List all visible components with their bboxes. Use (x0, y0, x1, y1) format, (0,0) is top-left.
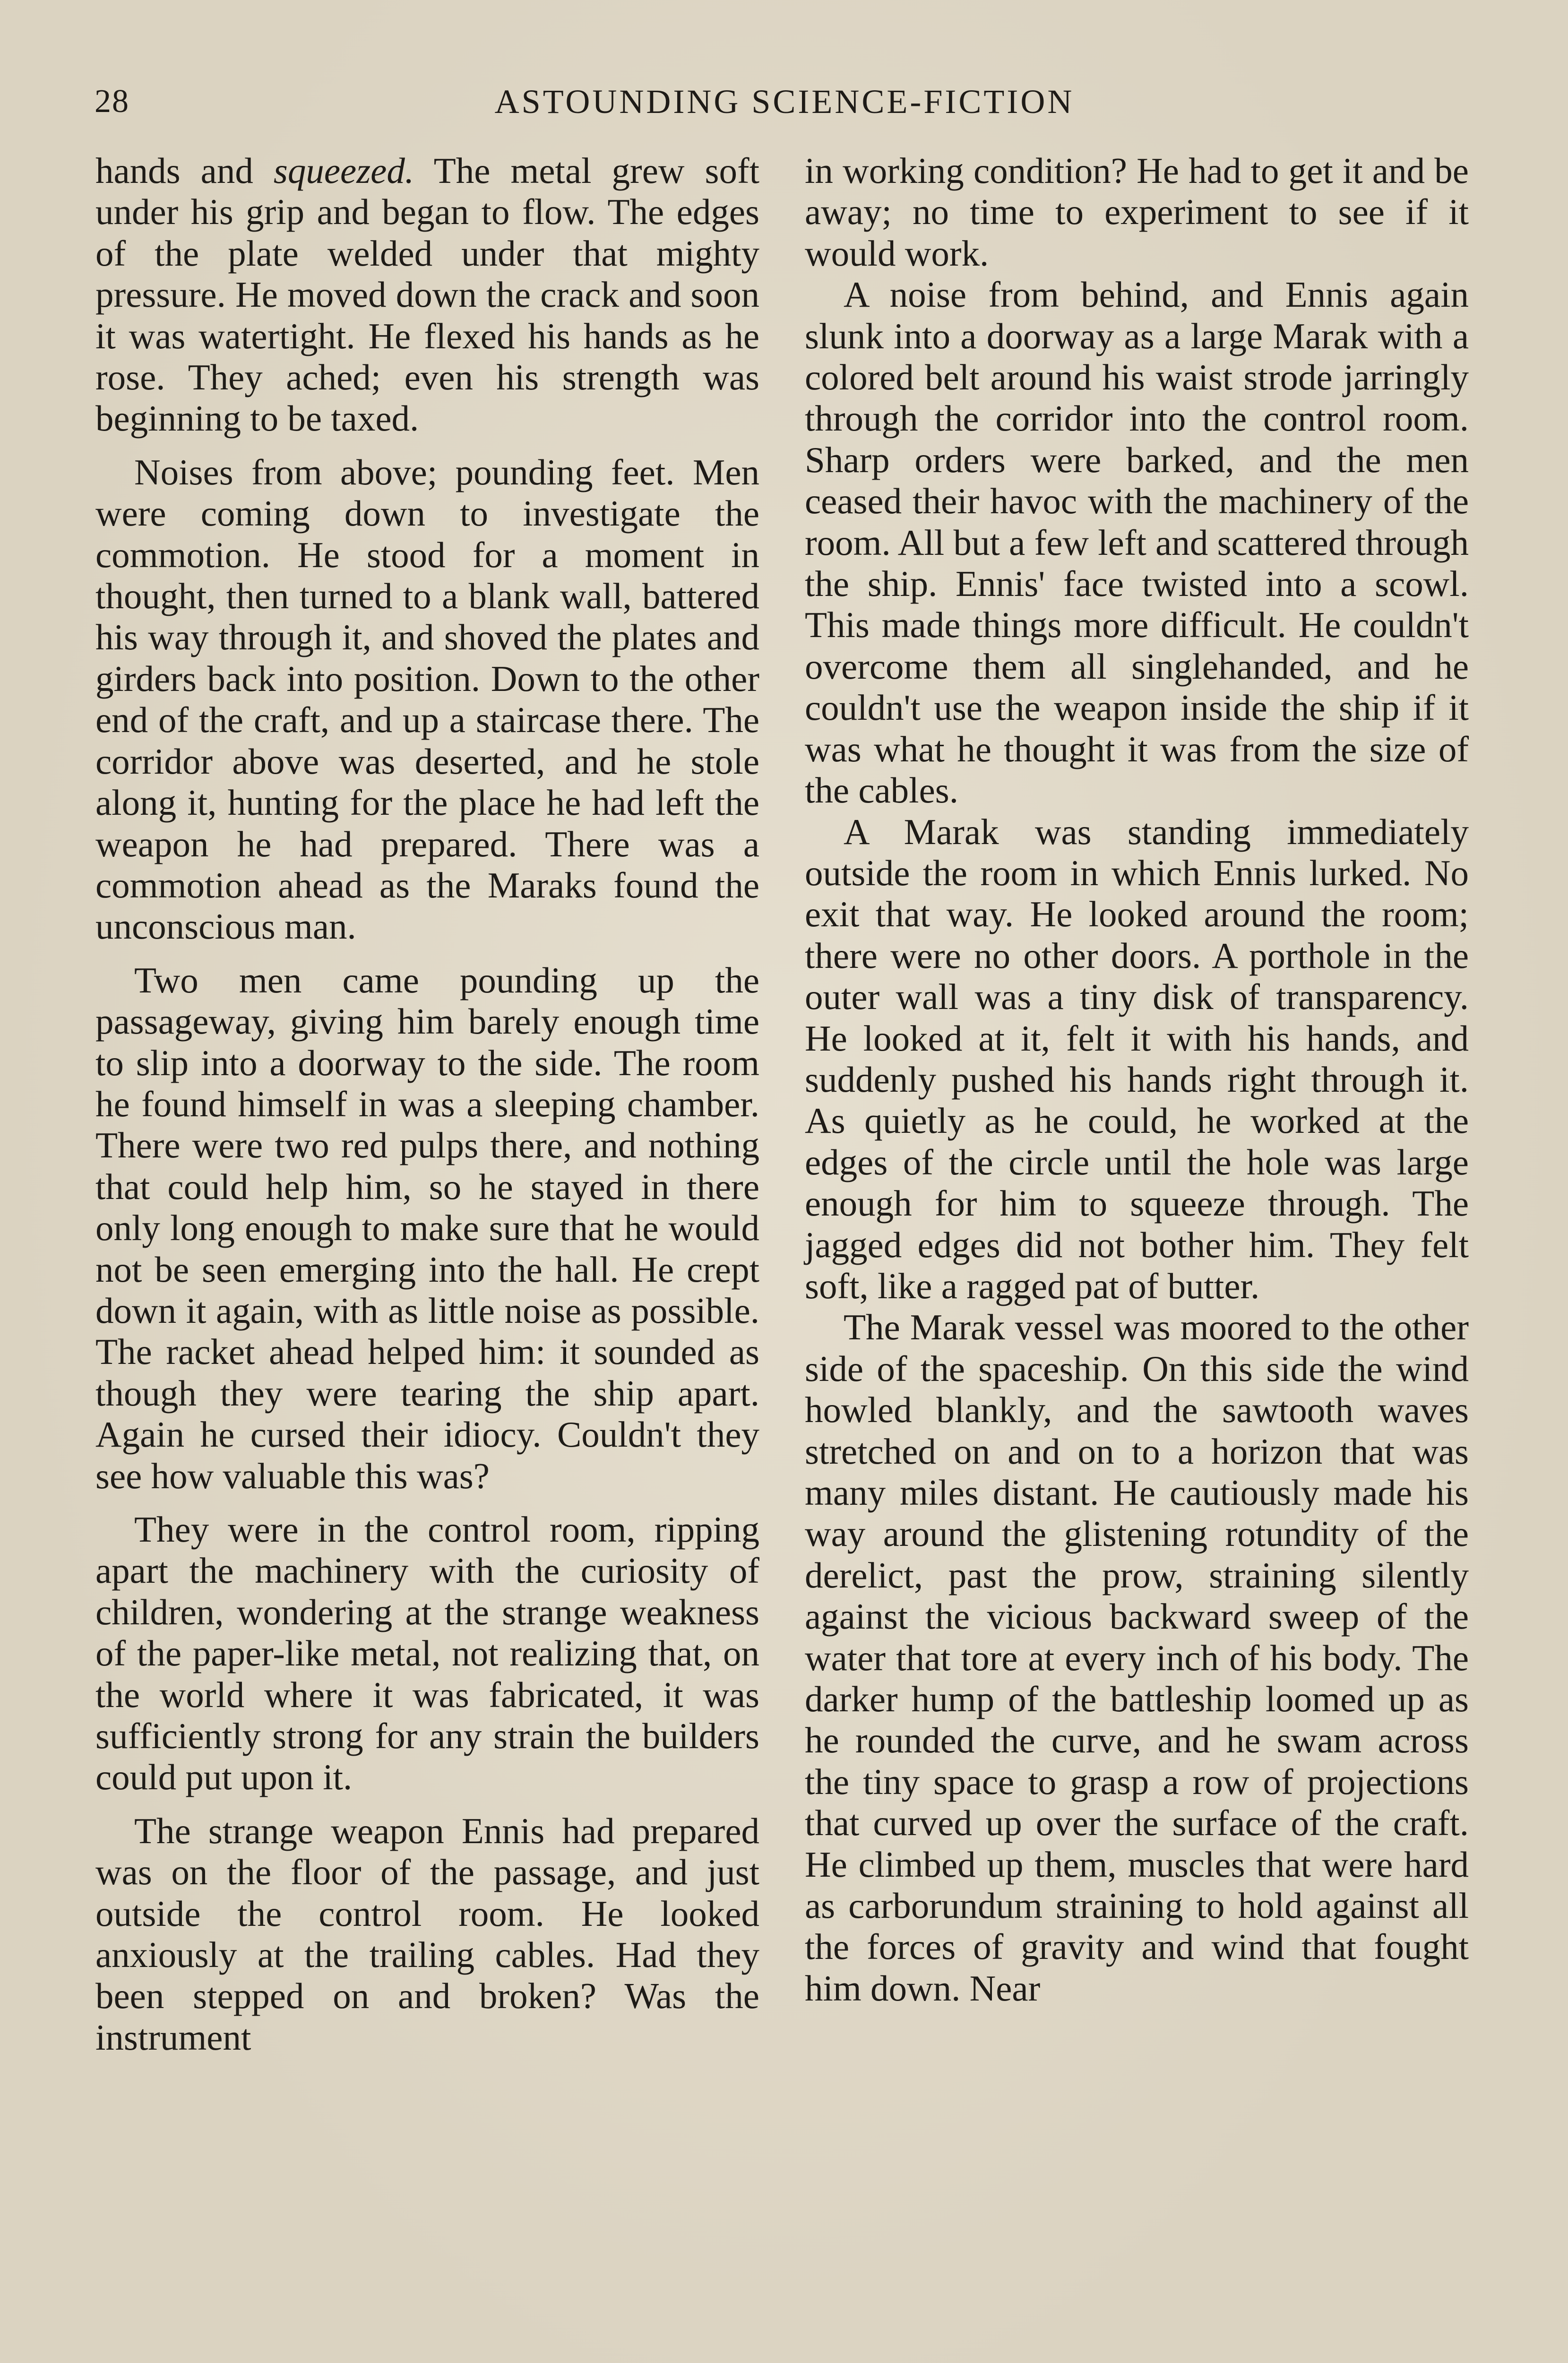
left-paragraph-4: They were in the control room, ripping apart the machinery with the curiosity of children, wondering at the strange weakness of the paper-like metal, not realizing that, on the world where it was fabricated, it was sufficiently strong for any strain the builders could put upon it. (95, 1509, 759, 1798)
right-paragraph-1: in working condition? He had to get it and be away; no time to experiment to see if it would work. (805, 150, 1469, 274)
left-paragraph-3: Two men came pounding up the passageway, giving him barely enough time to slip into a doorway to the side. The room he found himself in was a sleeping chamber. There were two red pulps there, and nothing that could help him, so he stayed in there only long enough to make sure that he would not be seen emerging into the hall. He crept down it again, with as little noise as possible. The racket ahead helped him: it sounded as though they were tearing the ship apart. Again he cursed their idiocy. Couldn't they see how valuable this was? (95, 959, 759, 1496)
left-paragraph-5: The strange weapon Ennis had prepared was on the floor of the passage, and just outside the control room. He looked anxiously at the trailing cables. Had they been stepped on and broken? Was the instrument (95, 1810, 759, 2058)
left-column (95, 150, 759, 2058)
right-paragraph-3: A Marak was standing immediately outside the room in which Ennis lurked. No exit that way. He looked around the room; there were no other doors. A porthole in the outer wall was a tiny disk of transparency. He looked at it, felt it with his hands, and suddenly pushed his hands right through it. As quietly as he could, he worked at the edges of the circle until the hole was large enough for him to squeeze through. The jagged edges did not bother him. They felt soft, like a ragged pat of butter. (805, 811, 1469, 1306)
left-p1-start: hands and (95, 150, 274, 191)
right-paragraph-4: The Marak vessel was moored to the other side of the spaceship. On this side the wind howled blankly, and the sawtooth waves stretched on and on to a horizon that was many miles distant. He cautiously made his way around the glistening rotundity of the derelict, past the prow, straining silently against the vicious backward sweep of the water that tore at every inch of his body. The darker hump of the battleship loomed up as he rounded the curve, and he swam across the tiny space to grasp a row of projections that curved up over the surface of the craft. He climbed up them, muscles that were hard as carborundum straining to hold against all the forces of gravity and wind that fought him down. Near (805, 1307, 1469, 2009)
left-paragraph-2: Noises from above; pounding feet. Men were coming down to investigate the commotion. He stood for a moment in thought, then turned to a blank wall, battered his way through it, and shoved the plates and girders back into position. Down to the other end of the craft, and up a staircase there. The corridor above was deserted, and he stole along it, hunting for the place he had left the weapon he had prepared. There was a commotion ahead as the Maraks found the unconscious man. (95, 451, 759, 947)
right-column (805, 150, 1469, 2009)
left-p1-italic: squeezed. (273, 150, 414, 191)
page-number: 28 (95, 83, 129, 120)
left-p1-rest: The metal grew soft under his grip and began to flow. The edges of the plate welded under that mighty pressure. He moved down the crack and soon it was watertight. He flexed his hands as he rose. They ached; even his strength was beginning to be taxed. (95, 150, 760, 439)
running-title: ASTOUNDING SCIENCE-FICTION (494, 83, 1075, 121)
left-paragraph-1 (95, 150, 759, 440)
page-header (95, 76, 1474, 128)
right-paragraph-2: A noise from behind, and Ennis again slunk into a doorway as a large Marak with a colored belt around his waist strode jarringly through the corridor into the control room. Sharp orders were barked, and the men ceased their havoc with the machinery of the room. All but a few left and scattered through the ship. Ennis' face twisted into a scowl. This made things more difficult. He couldn't overcome them all singlehanded, and he couldn't use the weapon inside the ship if it was what he thought it was from the size of the cables. (805, 274, 1469, 811)
